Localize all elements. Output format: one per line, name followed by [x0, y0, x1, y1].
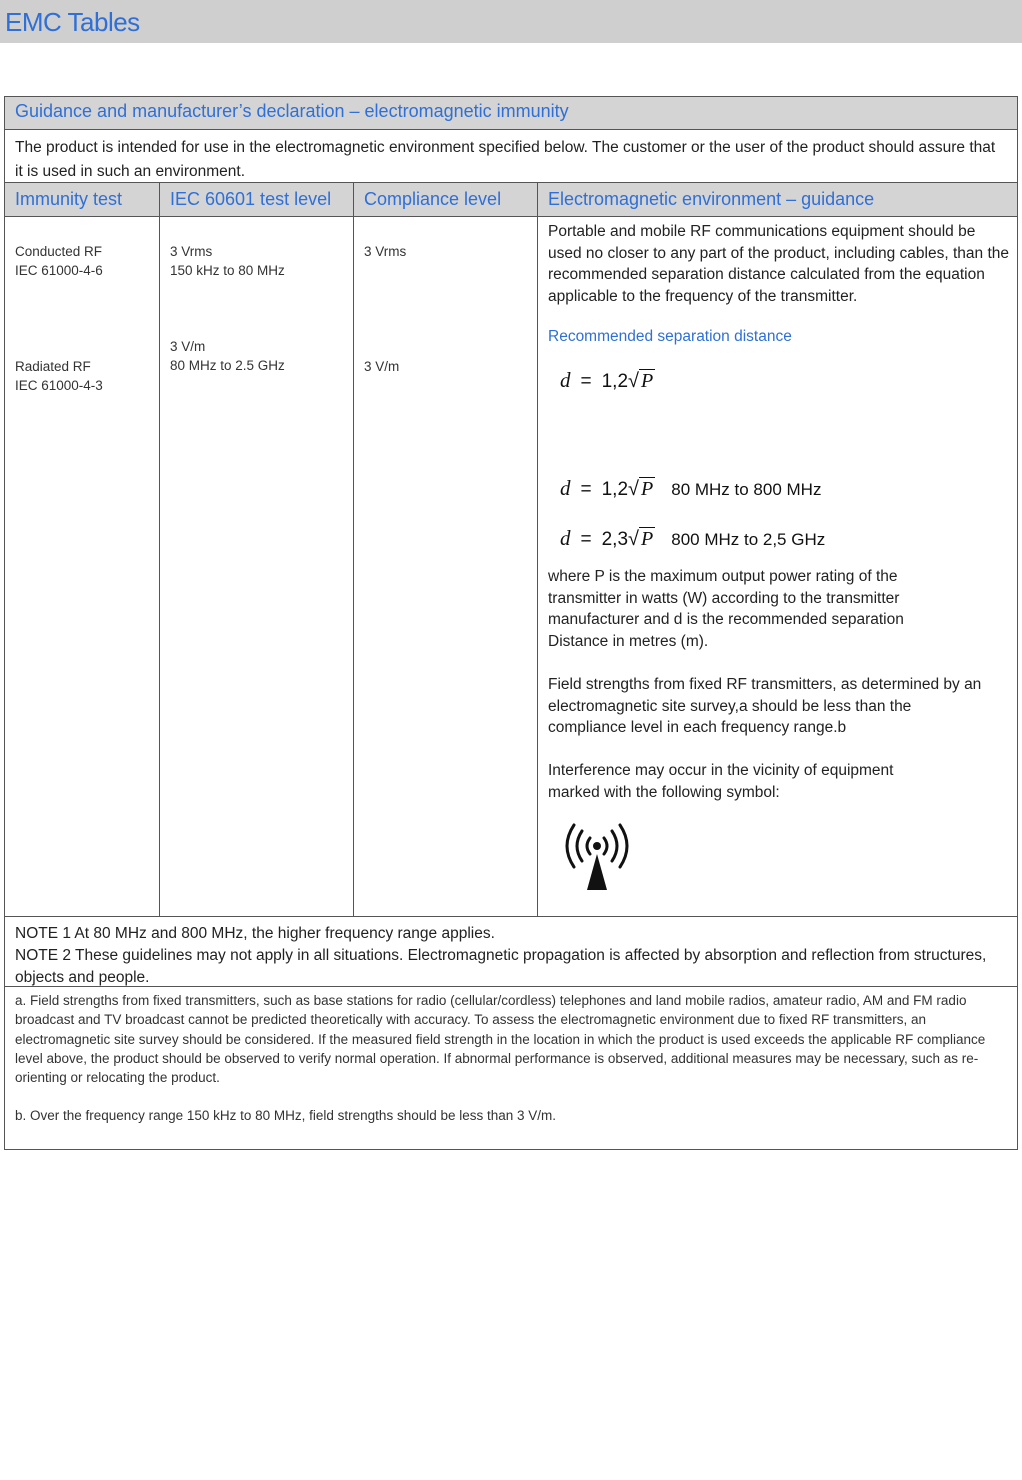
column-header-guidance: Electromagnetic environment – guidance	[548, 189, 875, 209]
table-title: Guidance and manufacturer’s declaration – electromagnetic immunity	[15, 101, 569, 121]
immunity-test-cell	[5, 217, 160, 916]
column-header-test-level: IEC 60601 test level	[160, 183, 354, 216]
guidance-intro: Portable and mobile RF communications equipment should be used no closer to any part of the product, including cables, than the recommended separation distance calculated from the equation applicable to the frequency of the transmitter.	[548, 223, 1009, 305]
page-title: EMC Tables	[5, 7, 140, 37]
table-header-row	[5, 183, 1017, 217]
column-header-compliance-level: Compliance level	[354, 183, 538, 216]
non-ionizing-radiation-icon	[552, 822, 642, 897]
test-conducted-rf: Conducted RF IEC 61000-4-6	[15, 244, 103, 278]
page-header	[0, 0, 1022, 43]
test-level-radiated: 3 V/m 80 MHz to 2.5 GHz	[170, 339, 285, 373]
test-radiated-rf: Radiated RF IEC 61000-4-3	[15, 359, 103, 393]
formula-80-800: d = 1,2√ P 80 MHz to 800 MHz	[560, 476, 822, 500]
test-level-conducted: 3 Vrms 150 kHz to 80 MHz	[170, 244, 285, 278]
formula-800-2500: d = 2,3√ P 800 MHz to 2,5 GHz	[560, 526, 826, 550]
compliance-level-cell	[354, 217, 538, 916]
column-header-immunity-test: Immunity test	[5, 183, 160, 216]
guidance-cell	[538, 217, 1017, 916]
formula-conducted: d = 1,2√ P	[560, 368, 654, 392]
footnote-a: a. Field strengths from fixed transmitters, such as base stations for radio (cellular/cordless) telephones and land mobile radios, amateur radio, AM and FM radio broadcast and TV broadcast cannot be predicted theoretically with accuracy. To assess the electromagnetic environment due to fixed RF transmitters, an electromagnetic site survey should be considered. If the measured field strength in the location in which the product is used exceeds the applicable RF compliance level above, the product should be observed to verify normal operation. If abnormal performance is observed, additional measures may be necessary, such as re-orienting or relocating the product.	[15, 993, 986, 1086]
guidance-where: where P is the maximum output power rating of the transmitter in watts (W) according to the transmitter manufacturer and d is the recommended separation Distance in metres (m).	[548, 568, 904, 650]
note-1: NOTE 1 At 80 MHz and 800 MHz, the higher frequency range applies.	[15, 925, 495, 942]
test-level-cell	[160, 217, 354, 916]
footnote-b: b. Over the frequency range 150 kHz to 80 MHz, field strengths should be less than 3 V/m.	[15, 1108, 557, 1123]
footnotes-row	[5, 987, 1017, 1149]
notes-row	[5, 917, 1017, 987]
compliance-conducted: 3 Vrms	[364, 244, 407, 259]
table-intro-text: The product is intended for use in the electromagnetic environment specified below. The customer or the user of the product should assure that it is used in such an environment.	[15, 139, 996, 180]
compliance-radiated: 3 V/m	[364, 359, 400, 374]
guidance-interference: Interference may occur in the vicinity of equipment marked with the following symbol:	[548, 762, 894, 801]
table-title-row	[5, 97, 1017, 130]
table-body-row	[5, 217, 1017, 917]
emc-immunity-table	[4, 96, 1018, 1150]
table-intro-row	[5, 130, 1017, 183]
note-2: NOTE 2 These guidelines may not apply in all situations. Electromagnetic propagation is affected by absorption and reflection from structures, objects and people.	[15, 947, 987, 986]
guidance-field-strengths: Field strengths from fixed RF transmitters, as determined by an electromagnetic site survey,a should be less than the compliance level in each frequency range.b	[548, 676, 982, 736]
recommended-distance-label: Recommended separation distance	[548, 328, 792, 345]
